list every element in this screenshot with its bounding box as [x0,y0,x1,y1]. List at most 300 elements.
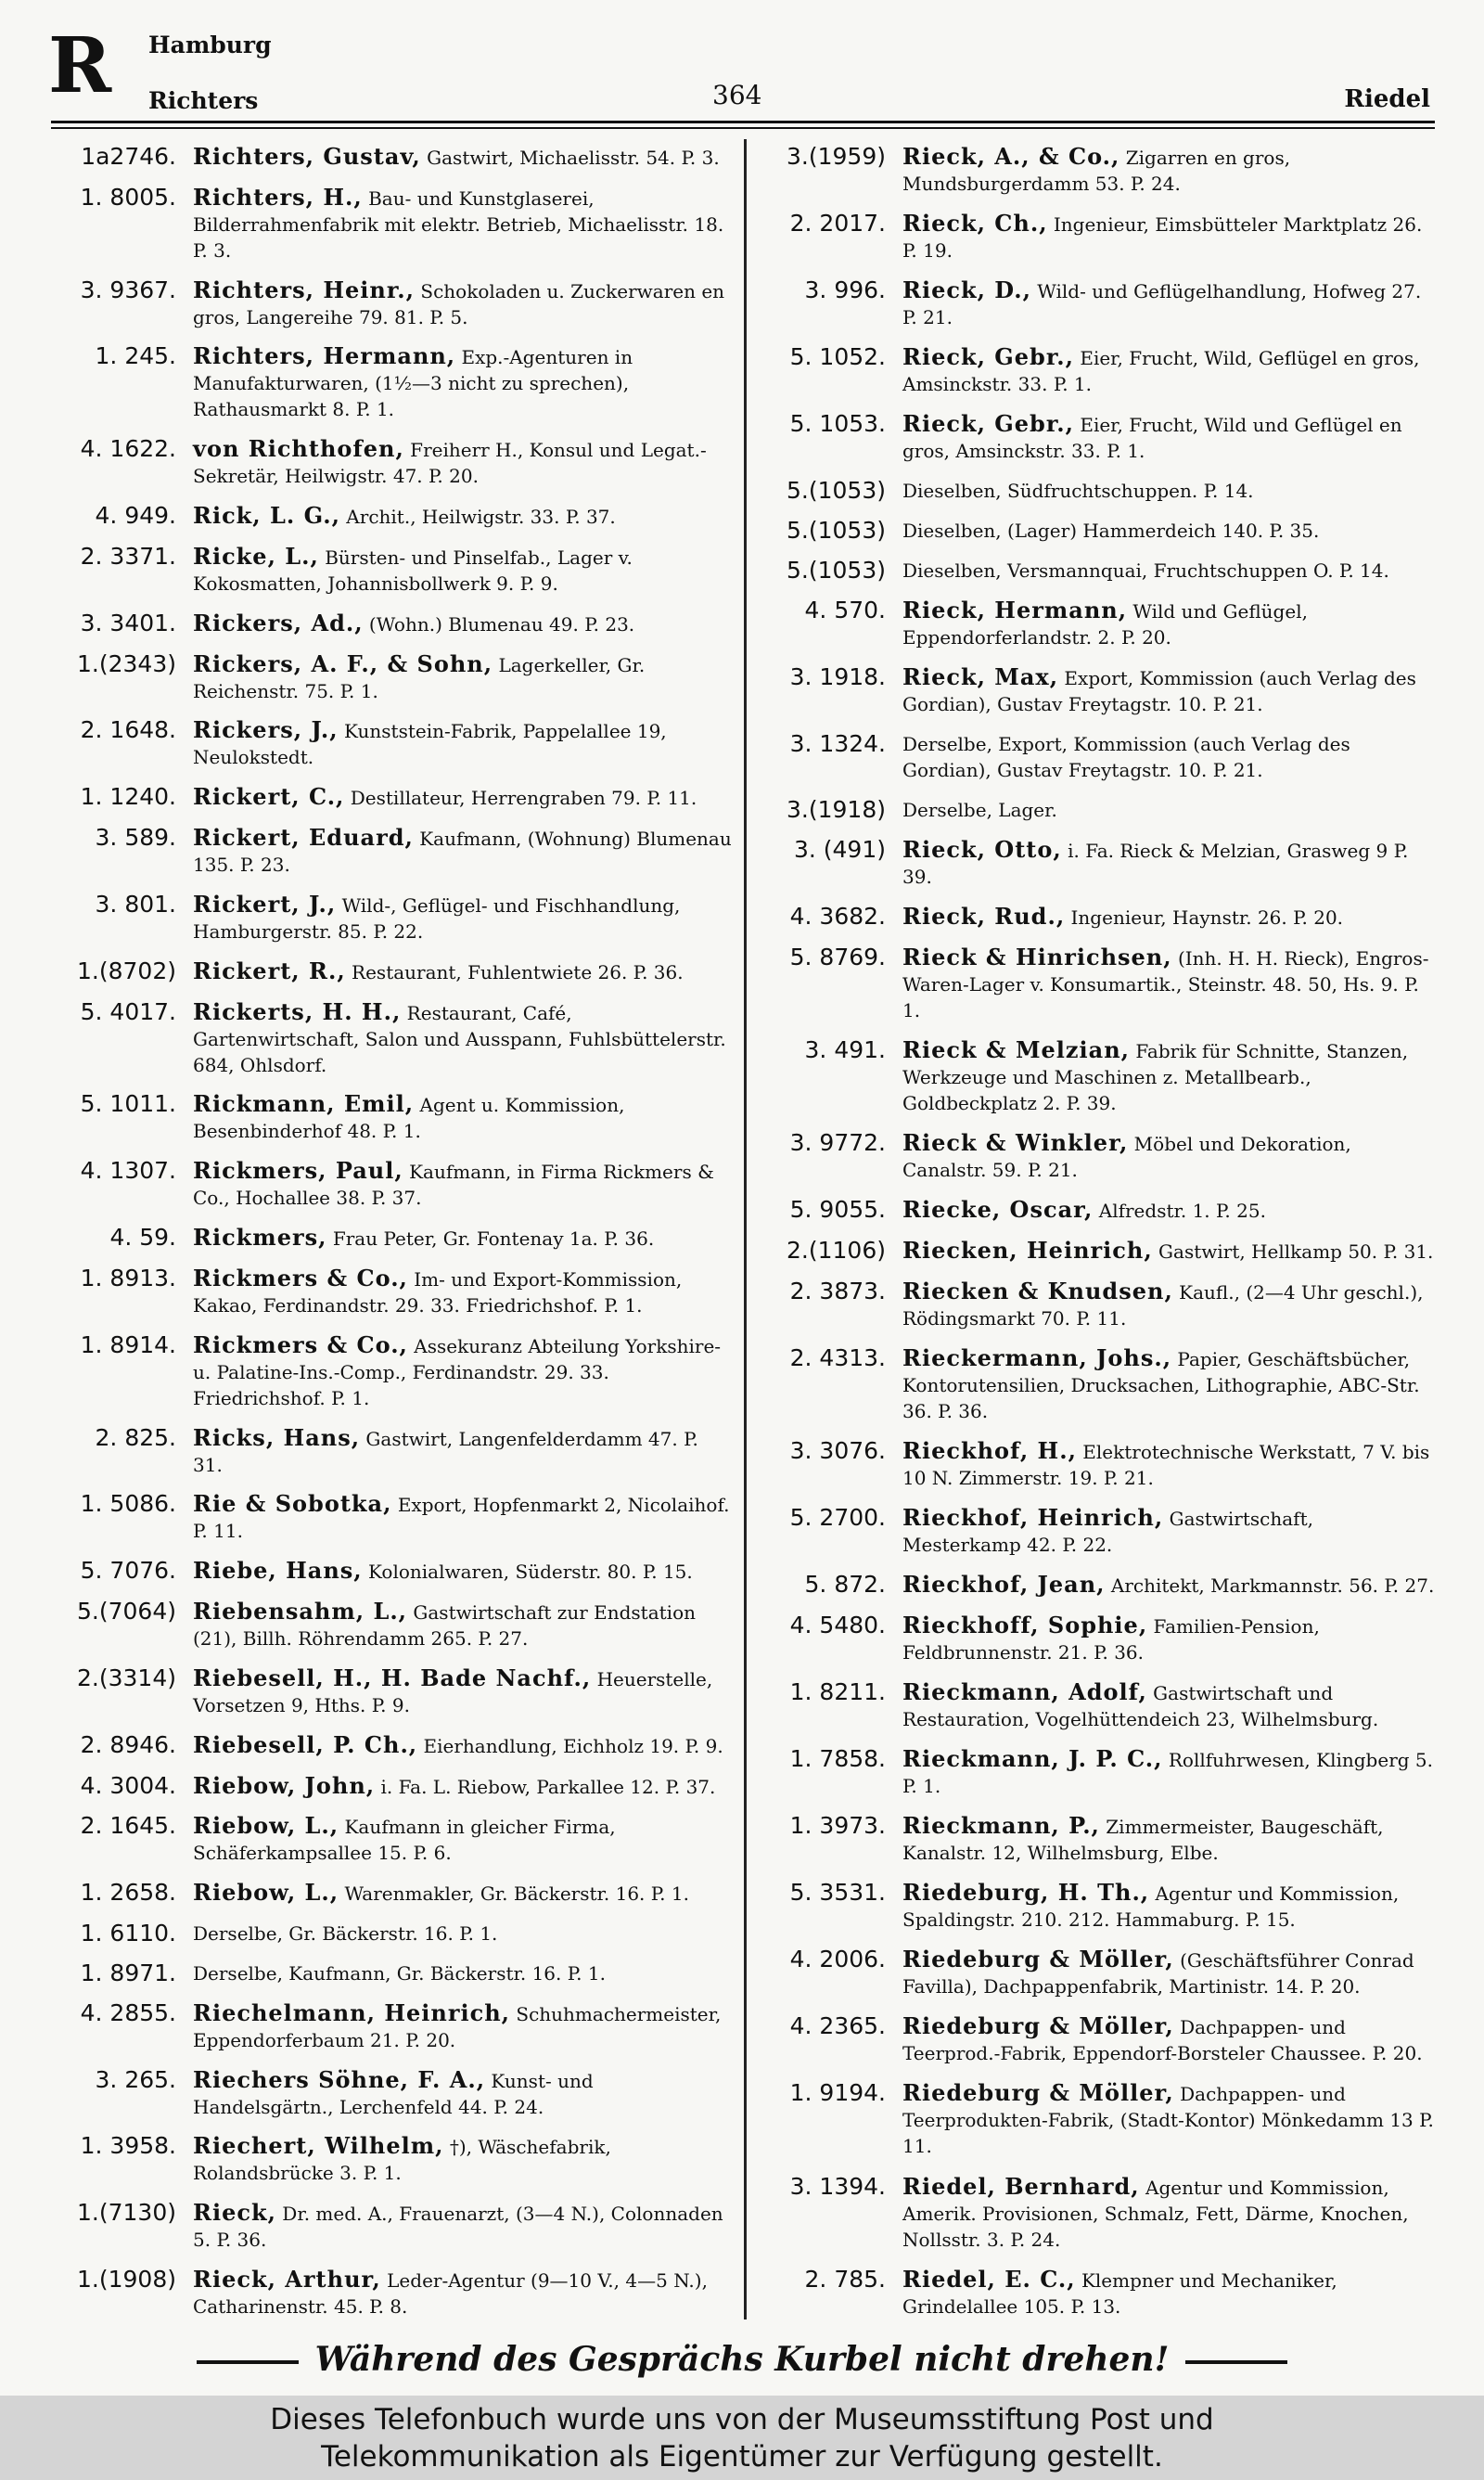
subscriber-name: Riecke, Oscar, [902,1196,1094,1224]
directory-entry [51,1880,733,1907]
phone-number: 1.(8702) [77,957,176,984]
left-running-head: Richters [148,87,259,114]
entry-details: Bau- und Kunstglaserei, Bilderrahmenfabrik mit elektr. Betrieb, Michaelisstr. 18. P. 3. [193,186,724,262]
entry-text [186,825,733,878]
entry-details: Restaurant, Fuhlentwiete 26. P. 36. [345,960,684,983]
entry-details: Heuerstelle, Vorsetzen 9, Hths. P. 9. [193,1667,713,1716]
entry-details: Destillateur, Herrengraben 79. P. 11. [344,787,697,810]
entry-text [895,1947,1438,1999]
phone-number: 1. 7858. [789,1745,886,1773]
directory-entry [761,1572,1438,1599]
entry-details: Im- und Export-Kommission, Kakao, Ferdinandstr. 29. 33. Friedrichshof. P. 1. [193,1267,683,1317]
directory-entry [761,944,1438,1023]
entry-details: Agent u. Kommission, Besenbinderhof 48. P. 1. [193,1094,625,1143]
directory-entry [51,1921,733,1947]
subscriber-name: Rie & Sobotka, [193,1490,392,1518]
entry-text [186,1732,733,1759]
entry-details: Kaufmann, in Firma Rickmers & Co., Hochallee 38. P. 37. [193,1161,714,1210]
subscriber-name: Rieck, Gebr., [902,343,1074,371]
directory-entry [761,277,1438,330]
directory-entry [761,478,1438,504]
directory-entry [51,1732,733,1759]
subscriber-name: Rieck, Gebr., [902,410,1074,438]
directory-entry [761,2267,1438,2319]
entry-details: Rollfuhrwesen, Klingberg 5. P. 1. [902,1749,1433,1798]
entry-text [186,999,733,1078]
phone-number: 1. 6110. [80,1920,176,1947]
entry-text [895,1238,1438,1265]
phone-number: 4. 3682. [789,903,886,931]
entry-text [895,1438,1438,1491]
subscriber-name: Rickmers, Paul, [193,1157,403,1185]
subscriber-name: Rieck, Rud., [902,903,1066,931]
entry-details: Derselbe, Export, Kommission (auch Verlag des Gordian), Gustav Freytagstr. 10. P. 21. [902,733,1350,782]
place-heading: Hamburg [148,32,272,58]
entry-details: Wild- und Geflügelhandlung, Hofweg 27. P. 21. [902,280,1422,329]
entry-text [186,610,733,637]
directory-entry [51,1773,733,1800]
directory-entry [761,344,1438,397]
phone-number: 4. 1307. [80,1157,176,1185]
entry-details: Fabrik für Schnitte, Stanzen, Werkzeuge und Maschinen z. Metallbearb., Goldbeckplatz 2. P. 39. [902,1040,1409,1115]
phone-number: 3. 996. [804,276,886,304]
entry-details: Bürsten- und Pinselfab., Lager v. Kokosmatten, Johannisbollwerk 9. P. 9. [193,546,633,595]
subscriber-name: Rickert, R., [193,957,346,984]
entry-details: Eier, Frucht, Wild und Geflügel en gros, Amsinckstr. 33. P. 1. [902,414,1402,463]
entry-text [186,958,733,985]
entry-details: Kaufl., (2—4 Uhr geschl.), Rödingsmarkt 70. P. 11. [902,1281,1424,1330]
entry-text [186,2000,733,2053]
directory-entry [761,558,1438,584]
directory-entry [51,144,733,171]
directory-entry [761,1679,1438,1732]
subscriber-name: Riedel, Bernhard, [902,2172,1140,2200]
phone-number: 3. 1918. [789,663,886,691]
subscriber-name: Riechers Söhne, F. A., [193,2065,486,2093]
entry-text [895,344,1438,397]
subscriber-name: Rieckhof, Jean, [902,1571,1106,1599]
entry-details: Agentur und Kommission, Amerik. Provisionen, Schmalz, Fett, Därme, Knochen, Nollsstr. 3. P. 24. [902,2176,1409,2251]
entry-details: Gastwirt, Hellkamp 50. P. 31. [1152,1240,1434,1264]
subscriber-name: Rieck, Arthur, [193,2265,381,2293]
phone-number: 5.(1053) [787,517,886,545]
subscriber-name: Riebow, L., [193,1812,339,1840]
subscriber-name: Rieck, Hermann, [902,597,1128,624]
entry-text [186,1960,733,1986]
directory-entry [51,784,733,811]
entry-text [186,2267,733,2319]
phone-number: 3. 3401. [80,609,176,636]
phone-number: 2. 3873. [789,1278,886,1305]
entry-details: Restaurant, Café, Gartenwirtschaft, Salon und Ausspann, Fuhlsbüttelerstr. 684, Ohlsdorf. [193,1001,726,1076]
entry-text [186,892,733,944]
directory-entry [51,1813,733,1866]
entry-text [186,1491,733,1544]
phone-number: 2. 1645. [80,1812,176,1840]
phone-number: 3. 801. [95,890,176,918]
entry-text [186,1425,733,1478]
directory-entry [51,1665,733,1718]
directory-entry [51,1425,733,1478]
subscriber-name: Richters, Hermann, [193,342,456,370]
phone-number: 5. 1011. [80,1090,176,1118]
directory-entry [761,1345,1438,1424]
entry-text [186,1599,733,1651]
phone-number: 5. 872. [804,1571,886,1599]
entry-text [186,343,733,422]
phone-number: 3. 589. [95,824,176,852]
entry-details: Gastwirtschaft, Mesterkamp 42. P. 22. [902,1508,1313,1557]
directory-entry [761,837,1438,890]
directory-entry [51,2267,733,2319]
entry-details: (Geschäftsführer Conrad Favilla), Dachpappenfabrik, Martinistr. 14. P. 20. [902,1949,1414,1998]
directory-entry [761,1438,1438,1491]
phone-number: 2.(1106) [787,1237,886,1265]
subscriber-name: Rickers, J., [193,716,339,744]
phone-number: 4. 59. [109,1224,176,1252]
credit-line-1: Dieses Telefonbuch wurde uns von der Museumsstiftung Post und [270,2402,1214,2436]
right-running-head: Riedel [1344,85,1430,113]
entry-text [186,784,733,811]
directory-entry [51,436,733,489]
entry-details: Kunst- und Handelsgärtn., Lerchenfeld 44. P. 24. [193,2069,594,2118]
entry-text [895,2267,1438,2319]
entry-details: Ingenieur, Eimsbütteler Marktplatz 26. P. 19. [902,213,1423,263]
entry-details: Frau Peter, Gr. Fontenay 1a. P. 36. [326,1227,655,1251]
entry-text [895,411,1438,464]
directory-entry [761,1813,1438,1866]
directory-entry [761,411,1438,464]
phone-number: 5. 1052. [789,343,886,371]
entry-details: Dr. med. A., Frauenarzt, (3—4 N.), Colonnaden 5. P. 36. [193,2203,723,2252]
directory-entry [761,664,1438,717]
entry-details: Gastwirtschaft und Restauration, Vogelhüttendeich 23, Wilhelmsburg. [902,1682,1379,1731]
entry-details: Derselbe, Gr. Bäckerstr. 16. P. 1. [193,1922,498,1946]
entry-details: Derselbe, Lager. [902,799,1057,822]
entry-text [186,503,733,530]
directory-entry [51,277,733,330]
entry-details: Export, Kommission (auch Verlag des Gordian), Gustav Freytagstr. 10. P. 21. [902,667,1416,716]
entry-details: Dieselben, (Lager) Hammerdeich 140. P. 35. [902,520,1320,543]
entry-text [895,944,1438,1023]
phone-number: 1. 8005. [80,183,176,211]
entry-text [895,144,1438,197]
entry-text [186,1266,733,1318]
entry-details: Exp.-Agenturen in Manufakturwaren, (1½—3 nicht zu sprechen), Rathausmarkt 8. P. 1. [193,346,633,421]
entry-details: Schokoladen u. Zuckerwaren en gros, Langereihe 79. 81. P. 5. [193,279,725,328]
directory-entry [761,518,1438,544]
phone-number: 3. (491) [793,836,886,864]
entry-text [895,1130,1438,1183]
directory-entry [51,1266,733,1318]
phone-number: 3. 9772. [789,1129,886,1157]
subscriber-name: Riebow, L., [193,1879,339,1907]
entry-text [186,2200,733,2253]
subscriber-name: Riebow, John, [193,1771,376,1799]
directory-entry [761,1746,1438,1799]
directory-entry [761,1947,1438,1999]
footer-dash-right [1185,2360,1287,2364]
entry-details: Kolonialwaren, Süderstr. 80. P. 15. [362,1561,693,1584]
directory-entry [51,1599,733,1651]
subscriber-name: Rickert, J., [193,890,337,918]
entry-details: Leder-Agentur (9—10 V., 4—5 N.), Catharinenstr. 45. P. 8. [193,2268,708,2318]
entry-details: Alfredstr. 1. P. 25. [1093,1200,1266,1223]
phone-number: 1. 2658. [80,1879,176,1907]
subscriber-name: Riebe, Hans, [193,1557,363,1585]
entry-details: Architekt, Markmannstr. 56. P. 27. [1105,1574,1435,1598]
subscriber-name: Rickmers & Co., [193,1264,408,1291]
entry-text [895,837,1438,890]
entry-details: Möbel und Dekoration, Canalstr. 59. P. 21. [902,1133,1351,1182]
directory-entry [51,1332,733,1411]
entry-text [186,2067,733,2120]
entry-text [895,1613,1438,1665]
entry-text [186,277,733,330]
phone-number: 2. 1648. [80,716,176,744]
subscriber-name: Rickmers, [193,1224,327,1252]
entry-details: i. Fa. Rieck & Melzian, Grasweg 9 P. 39. [902,840,1409,889]
directory-entry [51,1158,733,1211]
phone-number: 3. 491. [804,1036,886,1064]
phone-number: 4. 2365. [789,2012,886,2040]
directory-entry [761,1880,1438,1933]
phone-number: 4. 570. [804,597,886,624]
entry-details: Lagerkeller, Gr. Reichenstr. 75. P. 1. [193,653,646,702]
phone-number: 2. 4313. [789,1344,886,1372]
subscriber-name: Rickerts, H. H., [193,997,402,1025]
subscriber-name: Riedeburg, H. Th., [902,1879,1150,1907]
subscriber-name: Rieck & Winkler, [902,1129,1129,1157]
entry-details: Ingenieur, Haynstr. 26. P. 20. [1065,906,1344,930]
phone-number: 4. 2855. [80,1998,176,2026]
directory-entry [51,825,733,878]
entry-text [895,1572,1438,1599]
directory-entry [51,651,733,704]
entry-details: Schuhmachermeister, Eppendorferbaum 21. P. 20. [193,2002,722,2051]
subscriber-name: Riebesell, P. Ch., [193,1730,418,1758]
entry-text [186,1158,733,1211]
entry-text [895,558,1438,584]
subscriber-name: Rieck, A., & Co., [902,143,1120,170]
header-rule-top [51,121,1435,123]
directory-entry [761,1197,1438,1224]
entry-details: Elektrotechnische Werkstatt, 7 V. bis 10 N. Zimmerstr. 19. P. 21. [902,1441,1430,1490]
directory-entry [51,2200,733,2253]
entry-details: Zimmermeister, Baugeschäft, Kanalstr. 12, Wilhelmsburg, Elbe. [902,1816,1384,1865]
subscriber-name: Rieck & Hinrichsen, [902,944,1172,971]
entry-text [186,185,733,263]
phone-number: 5. 2700. [789,1504,886,1532]
entry-details: Freiherr H., Konsul und Legat.-Sekretär, Heilwigstr. 47. P. 20. [193,439,707,488]
entry-text [895,2174,1438,2253]
entry-details: Eier, Frucht, Wild, Geflügel en gros, Amsinckstr. 33. P. 1. [902,347,1420,396]
entry-details: (Inh. H. H. Rieck), Engros-Waren-Lager v. Konsumartik., Steinstr. 48. 50, Hs. 9. P. 1. [902,947,1429,1022]
subscriber-name: Rieck, Otto, [902,836,1062,864]
phone-number: 1. 245. [95,342,176,370]
directory-entry [761,1238,1438,1265]
directory-entry [761,598,1438,650]
column-divider [744,139,747,2319]
phone-number: 5. 8769. [789,944,886,971]
entry-text [895,598,1438,650]
subscriber-name: Richters, H., [193,183,363,211]
phone-number: 1.(1908) [77,2265,176,2293]
subscriber-name: Rieckmann, J. P. C., [902,1745,1163,1773]
credit-line-2: Telekommunikation als Eigentümer zur Verfügung gestellt. [321,2439,1163,2474]
phone-number: 3. 9367. [80,276,176,303]
subscriber-name: Riecken & Knudsen, [902,1278,1173,1305]
directory-entry [51,717,733,770]
phone-number: 5. 7076. [80,1557,176,1585]
directory-entry [51,999,733,1078]
directory-entry [51,2067,733,2120]
phone-number: 5. 4017. [80,997,176,1025]
directory-entry [51,1091,733,1144]
directory-entry [51,503,733,530]
phone-number: 5.(7064) [77,1598,176,1625]
entry-text [895,664,1438,717]
entry-text [895,1746,1438,1799]
phone-number: 3.(1959) [787,143,886,170]
subscriber-name: von Richthofen, [193,435,404,463]
phone-number: 4. 5480. [789,1612,886,1639]
entry-text [186,717,733,770]
subscriber-name: Rieckhof, H., [902,1437,1077,1465]
directory-entry [761,211,1438,263]
directory-entry [761,2080,1438,2159]
entry-details: Dachpappen- und Teerprodukten-Fabrik, (Stadt-Kontor) Mönkedamm 13 P. 11. [902,2083,1434,2158]
entry-details: (Wohn.) Blumenau 49. P. 23. [363,612,635,636]
right-column [761,144,1438,2319]
directory-entry [51,2000,733,2053]
directory-entry [761,1130,1438,1183]
subscriber-name: Riedeburg & Möller, [902,2079,1174,2107]
phone-number: 3. 3076. [789,1437,886,1465]
directory-entry [761,1279,1438,1331]
directory-entry [51,892,733,944]
entry-details: Gastwirt, Michaelisstr. 54. P. 3. [420,147,720,169]
subscriber-name: Rieckmann, Adolf, [902,1678,1147,1706]
entry-details: Derselbe, Kaufmann, Gr. Bäckerstr. 16. P. 1. [193,1961,606,1985]
phone-number: 4. 3004. [80,1771,176,1799]
directory-entry [761,144,1438,197]
subscriber-name: Rieckhoff, Sophie, [902,1612,1148,1639]
subscriber-name: Ricke, L., [193,542,319,570]
directory-entry [51,1491,733,1544]
entry-details: Wild und Geflügel, Eppendorferlandstr. 2. P. 20. [902,600,1308,649]
phone-number: 3. 1324. [789,730,886,758]
phone-number: 1. 5086. [80,1490,176,1518]
directory-entry [51,343,733,422]
directory-entry [761,2174,1438,2253]
entry-details: Export, Hopfenmarkt 2, Nicolaihof. P. 11. [193,1494,730,1543]
subscriber-name: Rickert, Eduard, [193,824,414,852]
entry-details: Assekuranz Abteilung Yorkshire- u. Palatine-Ins.-Comp., Ferdinandstr. 29. 33. Friedrichshof. P. 1. [193,1334,722,1409]
phone-number: 1a2746. [81,143,176,170]
subscriber-name: Rieck & Melzian, [902,1036,1131,1064]
entry-details: Archit., Heilwigstr. 33. P. 37. [339,506,616,529]
directory-entry [761,1505,1438,1558]
phone-number: 4. 1622. [80,435,176,463]
subscriber-name: Riedeburg & Möller, [902,2012,1174,2040]
page-number: 364 [712,80,762,110]
phone-number: 1. 3973. [789,1812,886,1840]
entry-details: Eierhandlung, Eichholz 19. P. 9. [417,1734,723,1757]
entry-text [186,1813,733,1866]
entry-text [186,144,733,171]
section-letter: R [48,21,112,110]
subscriber-name: Ricks, Hans, [193,1423,361,1451]
entry-text [895,478,1438,504]
directory-entry [761,731,1438,783]
entry-text [186,1773,733,1800]
entry-text [186,436,733,489]
subscriber-name: Rieck, D., [902,276,1031,304]
entry-text [186,1225,733,1252]
phone-number: 1.(7130) [77,2199,176,2227]
entry-text [895,2080,1438,2159]
phone-number: 4. 2006. [789,1946,886,1973]
left-column [51,144,733,2319]
directory-entry [761,797,1438,823]
phone-number: 1. 9194. [789,2079,886,2107]
phone-number: 1. 1240. [80,783,176,811]
subscriber-name: Rickers, A. F., & Sohn, [193,649,493,677]
credit-banner [0,2396,1484,2480]
entry-text [895,1505,1438,1558]
subscriber-name: Richters, Heinr., [193,276,416,303]
entry-details: Klempner und Mechaniker, Grindelallee 105. P. 13. [902,2268,1337,2318]
directory-entry [51,185,733,263]
entry-text [186,1332,733,1411]
entry-text [895,1345,1438,1424]
directory-entry [51,610,733,637]
directory-entry [761,1037,1438,1116]
subscriber-name: Rieck, Ch., [902,210,1048,238]
entry-text [186,1558,733,1585]
entry-details: i. Fa. L. Riebow, Parkallee 12. P. 37. [375,1775,716,1798]
entry-text [186,1091,733,1144]
entry-text [186,544,733,597]
entry-text [895,1679,1438,1732]
phone-number: 5.(1053) [787,477,886,505]
footer-notice [0,2340,1484,2379]
entry-details: Warenmakler, Gr. Bäckerstr. 16. P. 1. [339,1882,689,1906]
subscriber-name: Riedel, E. C., [902,2265,1076,2293]
entry-text [895,518,1438,544]
entry-details: Zigarren en gros, Mundsburgerdamm 53. P. 24. [902,147,1291,195]
entry-text [186,1921,733,1947]
entry-details: Papier, Geschäftsbücher, Kontorutensilien, Drucksachen, Lithographie, ABC-Str. 36. P. 36. [902,1348,1420,1423]
entry-text [186,2133,733,2186]
directory-entry [51,1558,733,1585]
subscriber-name: Rieckmann, P., [902,1812,1100,1840]
entry-text [895,277,1438,330]
subscriber-name: Riechelmann, Heinrich, [193,1998,511,2026]
phone-number: 5. 3531. [789,1879,886,1907]
phone-number: 2. 2017. [789,210,886,238]
directory-entry [51,2133,733,2186]
subscriber-name: Richters, Gustav, [193,143,421,170]
entry-text [186,1880,733,1907]
entry-text [895,1279,1438,1331]
directory-entry [51,1225,733,1252]
phone-number: 2. 3371. [80,542,176,570]
subscriber-name: Rieck, [193,2199,276,2227]
subscriber-name: Riebensahm, L., [193,1598,408,1625]
entry-details: Wild-, Geflügel- und Fischhandlung, Hamburgerstr. 85. P. 22. [193,893,681,943]
